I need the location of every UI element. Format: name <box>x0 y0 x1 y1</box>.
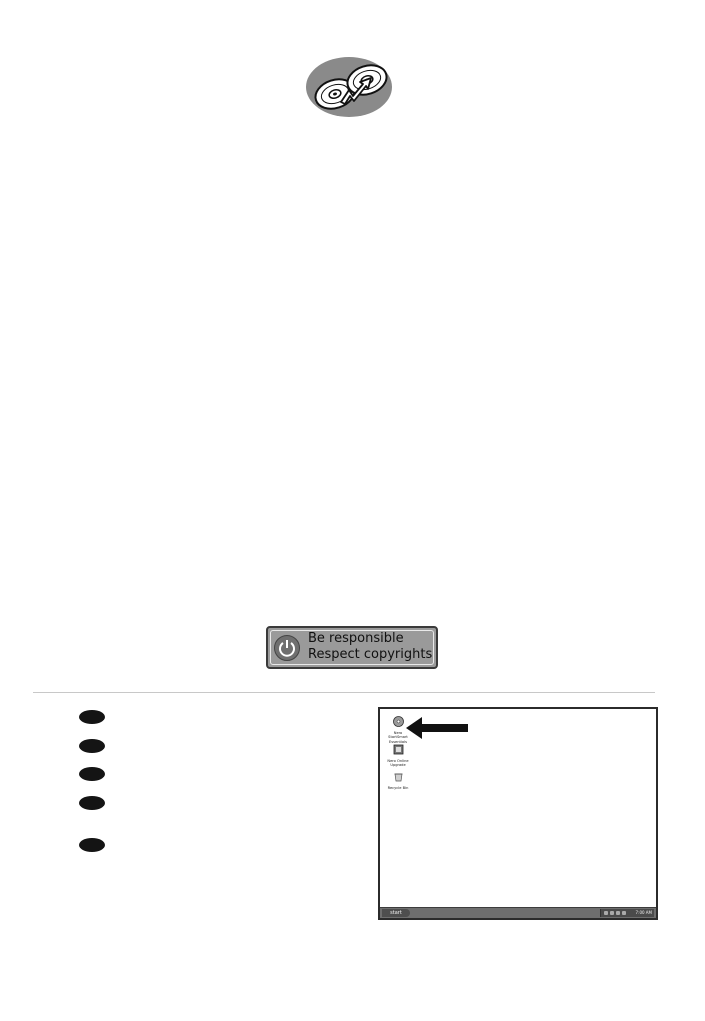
arrow-left-icon <box>406 717 468 739</box>
tray-icon[interactable] <box>610 911 614 915</box>
desktop-icon-recycle-bin[interactable] <box>383 767 413 790</box>
recycle-bin-icon <box>393 771 404 782</box>
step-bullet-5 <box>79 838 105 852</box>
cd-copy-icon <box>305 56 393 118</box>
section-divider <box>33 692 655 693</box>
step-bullet-4 <box>79 796 105 810</box>
step-bullet-3 <box>79 767 105 781</box>
copyright-badge <box>266 626 438 669</box>
badge-line-2: Respect copyrights <box>308 647 433 662</box>
clock: 7:00 AM <box>635 910 652 915</box>
desktop-screenshot <box>378 707 658 920</box>
step-bullet-2 <box>79 739 105 753</box>
power-icon <box>274 635 300 661</box>
tray-icon[interactable] <box>616 911 620 915</box>
desktop-icon-label: Nero StartSmart Essentials <box>388 731 408 744</box>
badge-text <box>308 631 432 663</box>
tray-icon[interactable] <box>604 911 608 915</box>
badge-line-1: Be responsible <box>308 631 404 646</box>
desktop-icon-label: Recycle Bin <box>387 786 409 790</box>
upgrade-icon <box>393 744 404 755</box>
desktop-icon-nero-upgrade[interactable] <box>383 740 413 768</box>
system-tray <box>600 909 654 917</box>
disc-icon <box>393 716 404 727</box>
start-label: start <box>390 910 402 916</box>
step-bullet-1 <box>79 710 105 724</box>
taskbar <box>380 907 656 918</box>
desktop-icon-label: Nero Online Upgrade <box>387 759 409 768</box>
start-button[interactable] <box>382 909 410 917</box>
tray-icon[interactable] <box>622 911 626 915</box>
